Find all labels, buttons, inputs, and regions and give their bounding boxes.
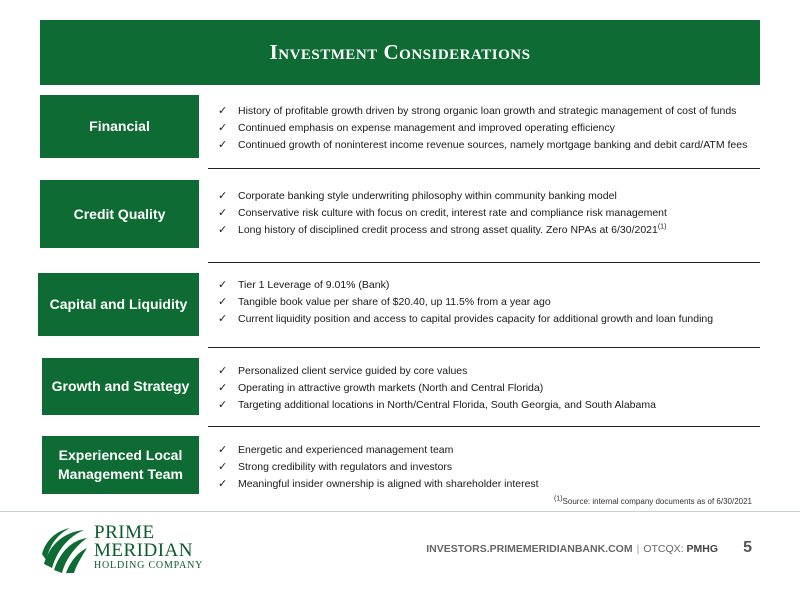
check-icon: ✓	[218, 224, 228, 236]
bullet-list-management-team	[218, 442, 539, 493]
bullet-item: ✓ Conservative risk culture with focus on credit, interest rate and compliance risk management	[218, 205, 667, 222]
check-icon: ✓	[218, 279, 228, 291]
page-title: Investment Considerations	[40, 20, 760, 85]
bullet-item: ✓ Long history of disciplined credit process and strong asset quality. Zero NPAs at 6/30/2021$^{(1)}$	[218, 222, 667, 239]
footnote-ref: (1)	[657, 223, 667, 231]
bullet-item: ✓ Tier 1 Leverage of 9.01% (Bank)	[218, 277, 713, 294]
check-icon: ✓	[218, 207, 228, 219]
page-number: 5	[743, 539, 752, 556]
bullet-list-capital-liquidity	[218, 277, 713, 328]
website-link[interactable]: INVESTORS.PRIMEMERIDIANBANK.COM	[426, 543, 633, 555]
section-label-financial: Financial	[40, 95, 199, 158]
check-icon: ✓	[218, 365, 228, 377]
check-icon: ✓	[218, 461, 228, 473]
check-icon: ✓	[218, 190, 228, 202]
check-icon: ✓	[218, 478, 228, 490]
section-divider	[208, 426, 760, 427]
section-divider	[208, 347, 760, 348]
bullet-list-credit-quality	[218, 188, 667, 239]
section-label-credit-quality: Credit Quality	[40, 180, 199, 248]
bullet-list-financial	[218, 103, 747, 154]
bullet-item: ✓ Operating in attractive growth markets (North and Central Florida)	[218, 380, 656, 397]
leaf-stripes-icon	[40, 526, 88, 574]
bullet-item: ✓ Strong credibility with regulators and investors	[218, 459, 539, 476]
section-divider	[208, 168, 760, 169]
check-icon: ✓	[218, 139, 228, 151]
footnote: $^{(1)}$Source: internal company documents as of 6/30/2021	[553, 495, 752, 506]
logo-text: PRIME MERIDIAN HOLDING COMPANY	[94, 522, 204, 571]
bullet-item: ✓ History of profitable growth driven by strong organic loan growth and strategic management of cost of funds	[218, 103, 747, 120]
section-divider	[208, 262, 760, 263]
bullet-item: ✓ Continued emphasis on expense management and improved operating efficiency	[218, 120, 747, 137]
footer-info: INVESTORS.PRIMEMERIDIANBANK.COM | OTCQX: PMHG	[426, 543, 718, 555]
bullet-item: ✓ Tangible book value per share of $20.40, up 11.5% from a year ago	[218, 294, 713, 311]
check-icon: ✓	[218, 313, 228, 325]
ticker-symbol: PMHG	[686, 543, 718, 555]
bullet-item: ✓ Personalized client service guided by core values	[218, 363, 656, 380]
bullet-item: ✓ Meaningful insider ownership is aligned with shareholder interest	[218, 476, 539, 493]
check-icon: ✓	[218, 296, 228, 308]
section-label-capital-liquidity: Capital and Liquidity	[38, 273, 199, 336]
check-icon: ✓	[218, 122, 228, 134]
bullet-item: ✓ Corporate banking style underwriting philosophy within community banking model	[218, 188, 667, 205]
check-icon: ✓	[218, 399, 228, 411]
section-label-growth-strategy: Growth and Strategy	[42, 358, 199, 415]
company-logo	[40, 524, 210, 576]
bullet-item: ✓ Targeting additional locations in North/Central Florida, South Georgia, and South Alabama	[218, 397, 656, 414]
bullet-list-growth-strategy	[218, 363, 656, 414]
section-label-management-team: Experienced Local Management Team	[42, 436, 199, 494]
check-icon: ✓	[218, 105, 228, 117]
bullet-item: ✓ Energetic and experienced management team	[218, 442, 539, 459]
check-icon: ✓	[218, 444, 228, 456]
bullet-item: ✓ Current liquidity position and access to capital provides capacity for additional growth and loan funding	[218, 311, 713, 328]
check-icon: ✓	[218, 382, 228, 394]
bullet-item: ✓ Continued growth of noninterest income revenue sources, namely mortgage banking and debit card/ATM fees	[218, 137, 747, 154]
footer-divider	[0, 511, 800, 512]
